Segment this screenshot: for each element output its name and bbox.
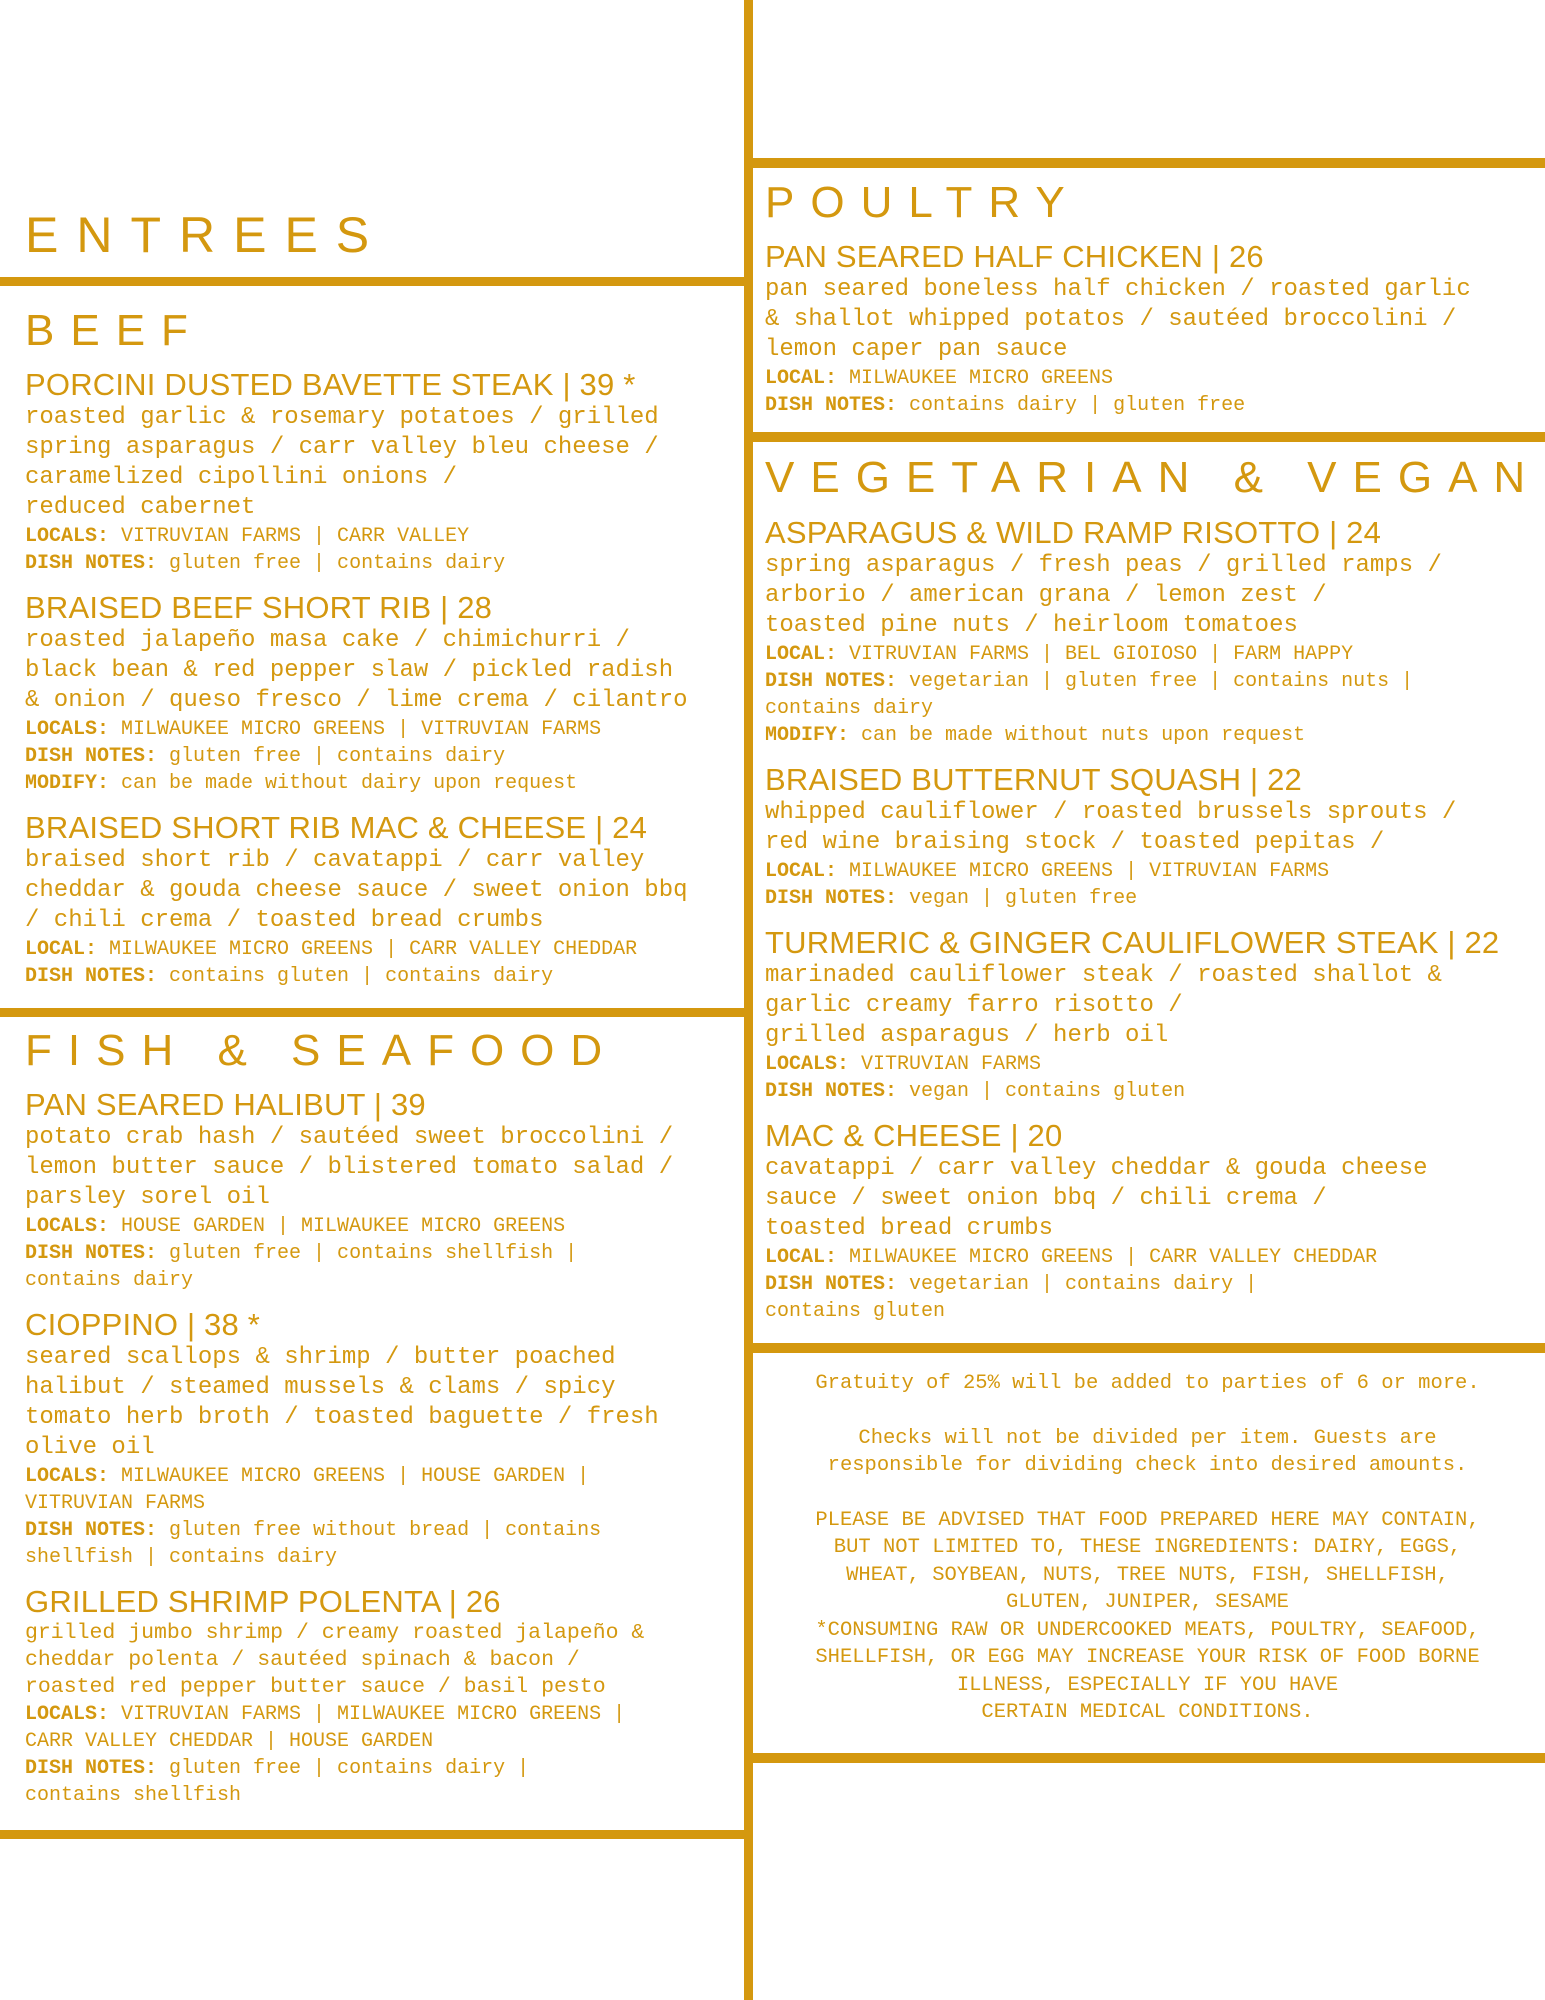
meta-text: VITRUVIAN FARMS — [25, 1492, 206, 1515]
dish-meta-line — [765, 1244, 1535, 1271]
menu-item — [25, 1583, 740, 1809]
dish-meta-line — [765, 1298, 1535, 1325]
meta-text: can be made without dairy upon request — [109, 772, 578, 795]
dish-name: BRAISED BUTTERNUT SQUASH | 22 — [765, 762, 1302, 797]
dish-description-line: toasted pine nuts / heirloom tomatoes — [765, 612, 1298, 639]
dish-description-line: lemon butter sauce / blistered tomato salad / — [25, 1154, 674, 1181]
meta-label: LOCAL: — [765, 367, 838, 390]
dish-description-line: tomato herb broth / toasted baguette / fresh — [25, 1404, 659, 1431]
dish-description-line: halibut / steamed mussels & clams / spicy — [25, 1374, 616, 1401]
dish-description-line: reduced cabernet — [25, 494, 256, 521]
dish-description-line: caramelized cipollini onions / — [25, 464, 458, 491]
menu-item — [765, 1117, 1535, 1325]
dish-description-line: sauce / sweet onion bbq / chili crema / — [765, 1185, 1327, 1212]
meta-text: gluten free | contains shellfish | — [157, 1242, 578, 1265]
meta-text: MILWAUKEE MICRO GREENS | VITRUVIAN FARMS — [109, 718, 602, 741]
meta-label: MODIFY: — [765, 724, 850, 747]
dish-meta-line — [765, 365, 1535, 392]
menu-item — [25, 589, 740, 797]
meta-text: MILWAUKEE MICRO GREENS | VITRUVIAN FARMS — [837, 860, 1330, 883]
dish-name: GRILLED SHRIMP POLENTA | 26 — [25, 1584, 501, 1619]
dish-name: PAN SEARED HALIBUT | 39 — [25, 1087, 426, 1122]
beef-fish-rule — [0, 1008, 744, 1017]
dish-meta-line — [25, 523, 740, 550]
fish-section — [25, 1086, 740, 1821]
meta-text: vegan | gluten free — [897, 887, 1138, 910]
meta-text: contains dairy — [25, 1269, 194, 1292]
dish-description-line: & shallot whipped potatos / sautéed broccolini / — [765, 306, 1457, 333]
dish-name: PORCINI DUSTED BAVETTE STEAK | 39 * — [25, 367, 636, 402]
meta-text: VITRUVIAN FARMS | CARR VALLEY — [109, 525, 470, 548]
dish-description-line: seared scallops & shrimp / butter poached — [25, 1344, 616, 1371]
dish-meta-line — [25, 550, 740, 577]
dish-name: ASPARAGUS & WILD RAMP RISOTTO | 24 — [765, 515, 1382, 550]
meta-label: LOCALS: — [765, 1053, 850, 1076]
meta-label: LOCALS: — [25, 525, 110, 548]
dish-meta-line — [25, 1728, 740, 1755]
dish-meta-line — [25, 770, 740, 797]
menu-item — [765, 238, 1535, 419]
menu-item — [25, 1086, 740, 1294]
dish-meta-line — [765, 392, 1535, 419]
advisory-line: WHEAT, SOYBEAN, NUTS, TREE NUTS, FISH, SHELLFISH, — [846, 1563, 1449, 1587]
menu-item — [25, 366, 740, 577]
dish-meta-line — [25, 1463, 740, 1490]
beef-heading: BEEF — [25, 306, 204, 355]
dish-meta-line — [25, 1240, 740, 1267]
dish-description-line: roasted garlic & rosemary potatoes / grilled — [25, 404, 659, 431]
dish-description-line: red wine braising stock / toasted pepitas / — [765, 829, 1385, 856]
dish-name: CIOPPINO | 38 * — [25, 1307, 261, 1342]
meta-text: gluten free | contains dairy — [157, 745, 506, 768]
dish-name: TURMERIC & GINGER CAULIFLOWER STEAK | 22 — [765, 925, 1500, 960]
dish-meta-line — [25, 1544, 740, 1571]
meta-text: gluten free without bread | contains — [157, 1519, 602, 1542]
dish-description-line: cheddar & gouda cheese sauce / sweet onion bbq — [25, 877, 688, 904]
poultry-veg-rule — [753, 432, 1545, 442]
meta-label: DISH NOTES: — [765, 1080, 898, 1103]
dish-description-line: & onion / queso fresco / lime crema / cilantro — [25, 687, 688, 714]
veg-notice-rule — [753, 1343, 1545, 1353]
meta-text: MILWAUKEE MICRO GREENS | HOUSE GARDEN | — [109, 1465, 590, 1488]
entrees-rule — [0, 277, 744, 286]
meta-text: vegan | contains gluten — [897, 1080, 1186, 1103]
meta-label: MODIFY: — [25, 772, 110, 795]
dish-description-line: arborio / american grana / lemon zest / — [765, 582, 1327, 609]
dish-meta-line — [25, 743, 740, 770]
dish-meta-line — [25, 716, 740, 743]
dish-meta-line — [25, 936, 740, 963]
checks-note-line: responsible for dividing check into desired amounts. — [827, 1454, 1468, 1477]
center-divider — [744, 0, 753, 2000]
dish-meta-line — [25, 963, 740, 990]
dish-description-line: olive oil — [25, 1434, 155, 1461]
beef-section — [25, 366, 740, 1002]
dish-description-line: pan seared boneless half chicken / roasted garlic — [765, 276, 1471, 303]
dish-meta-line — [765, 885, 1535, 912]
dish-description-line: toasted bread crumbs — [765, 1215, 1054, 1242]
meta-label: DISH NOTES: — [765, 394, 898, 417]
advisory-line: PLEASE BE ADVISED THAT FOOD PREPARED HERE MAY CONTAIN, — [815, 1508, 1480, 1532]
meta-text: vegetarian | gluten free | contains nuts | — [897, 670, 1414, 693]
meta-label: LOCAL: — [765, 643, 838, 666]
meta-label: LOCALS: — [25, 718, 110, 741]
dish-description-line: grilled jumbo shrimp / creamy roasted jalapeño & — [25, 1621, 645, 1645]
meta-label: DISH NOTES: — [25, 965, 158, 988]
dish-meta-line — [765, 858, 1535, 885]
meta-label: LOCAL: — [765, 1246, 838, 1269]
dish-name: MAC & CHEESE | 20 — [765, 1118, 1063, 1153]
advisory-line: SHELLFISH, OR EGG MAY INCREASE YOUR RISK OF FOOD BORNE — [815, 1646, 1480, 1669]
gratuity-note: Gratuity of 25% will be added to parties of 6 or more. — [815, 1372, 1480, 1395]
meta-text: contains gluten | contains dairy — [157, 965, 554, 988]
meta-label: LOCAL: — [765, 860, 838, 883]
dish-description-line: black bean & red pepper slaw / pickled radish — [25, 657, 674, 684]
dish-meta-line — [765, 1078, 1535, 1105]
meta-text: VITRUVIAN FARMS — [849, 1053, 1042, 1076]
meta-label: DISH NOTES: — [25, 552, 158, 575]
fish-bottom-rule — [0, 1830, 744, 1839]
meta-text: gluten free | contains dairy — [157, 552, 506, 575]
dish-meta-line — [765, 722, 1535, 749]
advisory-line: BUT NOT LIMITED TO, THESE INGREDIENTS: DAIRY, EGGS, — [833, 1536, 1462, 1559]
dish-meta-line — [765, 1051, 1535, 1078]
advisory-line: ILLNESS, ESPECIALLY IF YOU HAVE — [956, 1673, 1339, 1697]
dish-description-line: garlic creamy farro risotto / — [765, 992, 1183, 1019]
meta-text: contains dairy | gluten free — [897, 394, 1246, 417]
meta-label: DISH NOTES: — [25, 1519, 158, 1542]
meta-label: LOCALS: — [25, 1703, 110, 1726]
dish-meta-line — [25, 1517, 740, 1544]
meta-text: gluten free | contains dairy | — [157, 1757, 530, 1780]
fish-heading: FISH & SEAFOOD — [25, 1026, 619, 1075]
dish-meta-line — [25, 1782, 740, 1809]
meta-label: DISH NOTES: — [25, 1242, 158, 1265]
meta-text: contains gluten — [765, 1300, 946, 1323]
poultry-heading: POULTRY — [765, 178, 1081, 227]
meta-label: DISH NOTES: — [765, 670, 898, 693]
dish-meta-line — [25, 1490, 740, 1517]
advisory-line: CERTAIN MEDICAL CONDITIONS. — [981, 1701, 1314, 1724]
meta-label: DISH NOTES: — [25, 1757, 158, 1780]
dish-description-line: roasted red pepper butter sauce / basil pesto — [25, 1675, 606, 1699]
meta-text: vegetarian | contains dairy | — [897, 1273, 1258, 1296]
dish-name: BRAISED BEEF SHORT RIB | 28 — [25, 590, 493, 625]
dish-description-line: spring asparagus / fresh peas / grilled ramps / — [765, 552, 1442, 579]
veg-section — [765, 514, 1535, 1337]
dish-meta-line — [765, 695, 1535, 722]
meta-text: CARR VALLEY CHEDDAR | HOUSE GARDEN — [25, 1730, 434, 1753]
dish-description-line: potato crab hash / sautéed sweet broccolini / — [25, 1124, 674, 1151]
meta-label: DISH NOTES: — [765, 1273, 898, 1296]
meta-text: MILWAUKEE MICRO GREENS — [837, 367, 1114, 390]
menu-item — [765, 514, 1535, 749]
dish-description-line: marinaded cauliflower steak / roasted shallot & — [765, 962, 1442, 989]
meta-text: contains dairy — [765, 697, 934, 720]
advisory-line: *CONSUMING RAW OR UNDERCOOKED MEATS, POULTRY, SEAFOOD, — [815, 1618, 1480, 1642]
dish-name: BRAISED SHORT RIB MAC & CHEESE | 24 — [25, 810, 648, 845]
dish-description-line: cheddar polenta / sautéed spinach & bacon / — [25, 1648, 580, 1672]
dish-name: PAN SEARED HALF CHICKEN | 26 — [765, 239, 1264, 274]
dish-meta-line — [25, 1755, 740, 1782]
dish-description-line: grilled asparagus / herb oil — [765, 1022, 1169, 1049]
meta-text: can be made without nuts upon request — [849, 724, 1306, 747]
dish-meta-line — [765, 641, 1535, 668]
page-title: ENTREES — [25, 207, 388, 263]
menu-item — [25, 809, 740, 990]
menu-item — [765, 761, 1535, 912]
dish-description-line: lemon caper pan sauce — [765, 336, 1068, 363]
dish-meta-line — [25, 1701, 740, 1728]
meta-text: VITRUVIAN FARMS | MILWAUKEE MICRO GREENS | — [109, 1703, 626, 1726]
veg-heading: VEGETARIAN & VEGAN — [765, 453, 1542, 502]
dish-description-line: parsley sorel oil — [25, 1184, 270, 1211]
meta-text: contains shellfish — [25, 1784, 242, 1807]
dish-meta-line — [765, 1271, 1535, 1298]
poultry-section — [765, 238, 1535, 431]
checks-note-line: Checks will not be divided per item. Guests are — [858, 1426, 1437, 1450]
meta-label: LOCALS: — [25, 1215, 110, 1238]
dish-meta-line — [25, 1267, 740, 1294]
meta-text: MILWAUKEE MICRO GREENS | CARR VALLEY CHEDDAR — [97, 938, 638, 961]
meta-text: HOUSE GARDEN | MILWAUKEE MICRO GREENS — [109, 1215, 566, 1238]
meta-text: shellfish | contains dairy — [25, 1546, 338, 1569]
meta-text: MILWAUKEE MICRO GREENS | CARR VALLEY CHEDDAR — [837, 1246, 1378, 1269]
dish-description-line: spring asparagus / carr valley bleu cheese / — [25, 434, 659, 461]
menu-item — [765, 924, 1535, 1105]
poultry-top-rule — [753, 158, 1545, 168]
dish-meta-line — [765, 668, 1535, 695]
meta-text: VITRUVIAN FARMS | BEL GIOIOSO | FARM HAPPY — [837, 643, 1354, 666]
meta-label: LOCAL: — [25, 938, 98, 961]
meta-label: DISH NOTES: — [25, 745, 158, 768]
advisory-line: GLUTEN, JUNIPER, SESAME — [1006, 1591, 1289, 1614]
dish-description-line: cavatappi / carr valley cheddar & gouda cheese — [765, 1155, 1428, 1182]
dish-description-line: braised short rib / cavatappi / carr valley — [25, 847, 645, 874]
dish-description-line: / chili crema / toasted bread crumbs — [25, 907, 544, 934]
menu-item — [25, 1306, 740, 1571]
meta-label: LOCALS: — [25, 1465, 110, 1488]
notice-bottom-rule — [753, 1753, 1545, 1763]
dish-description-line: whipped cauliflower / roasted brussels sprouts / — [765, 799, 1457, 826]
policy-notice — [765, 1370, 1530, 1727]
dish-meta-line — [25, 1213, 740, 1240]
meta-label: DISH NOTES: — [765, 887, 898, 910]
dish-description-line: roasted jalapeño masa cake / chimichurri / — [25, 627, 630, 654]
